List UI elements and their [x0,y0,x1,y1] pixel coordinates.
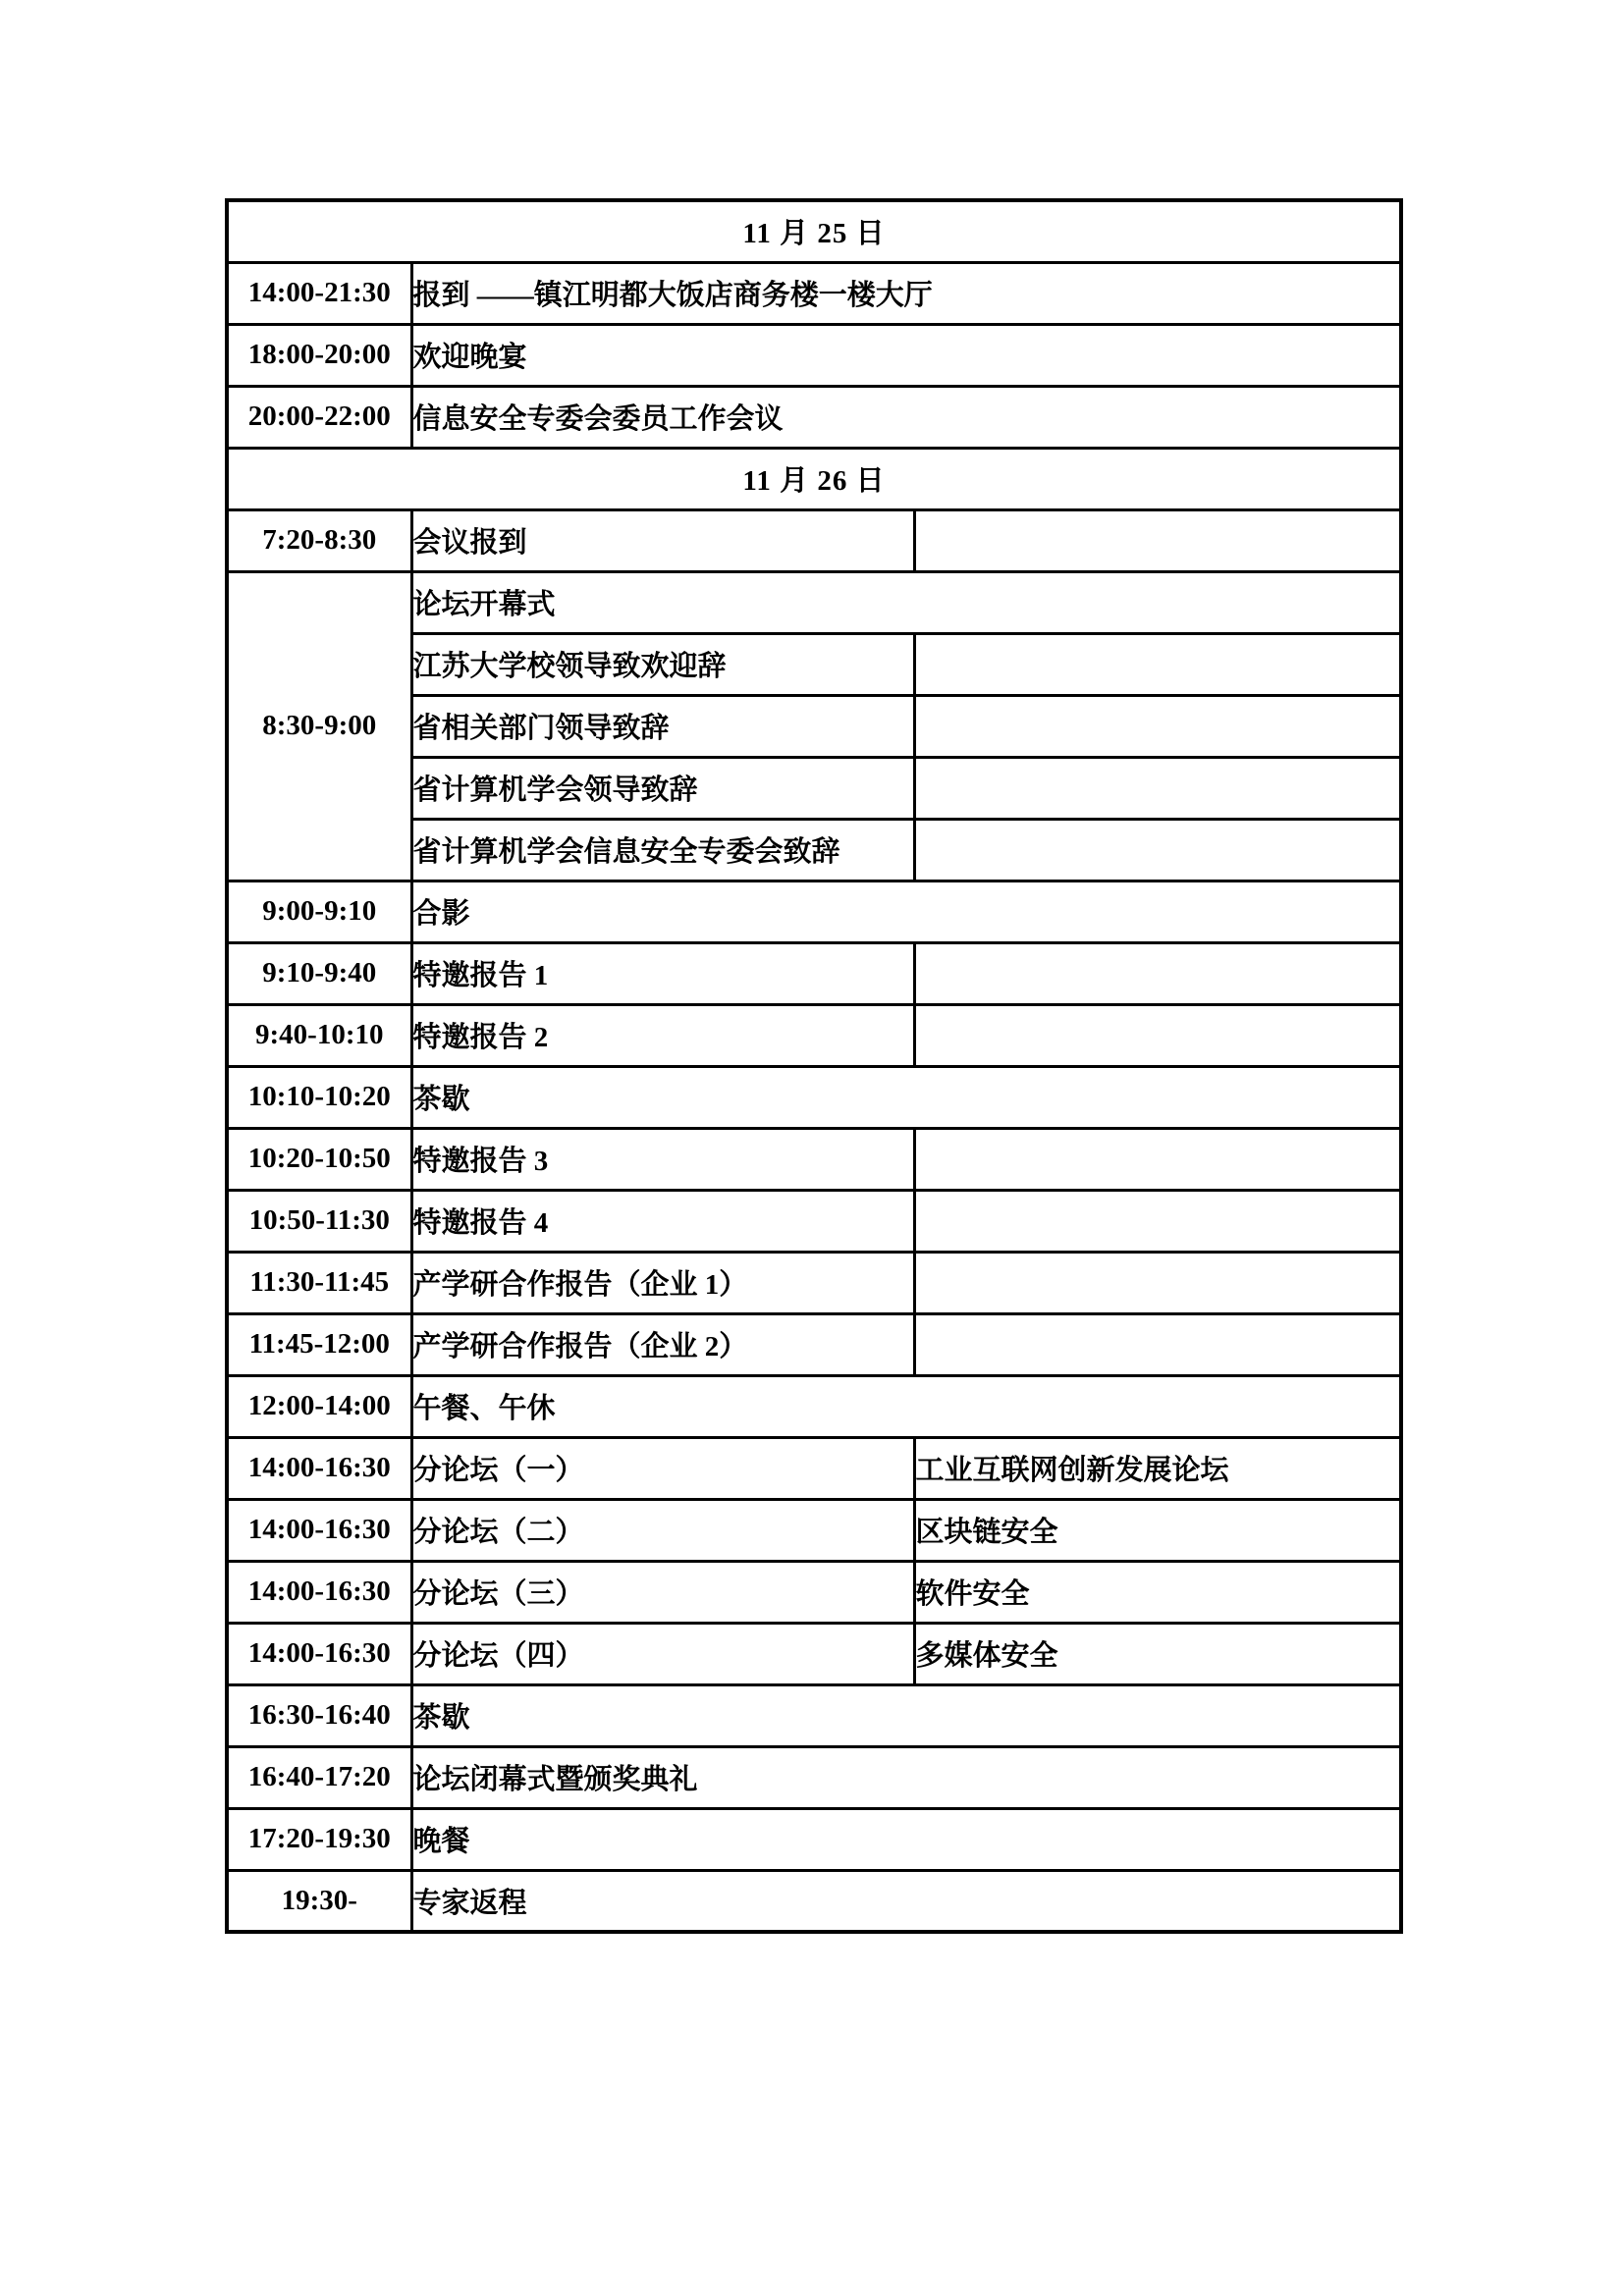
table-row [227,262,1401,324]
time-cell: 11:45-12:00 [227,1313,411,1375]
activity-cell: 茶歇 [411,1066,1401,1128]
activity-cell: 论坛开幕式 [411,571,1401,633]
table-row [227,881,1401,942]
table-row [227,509,1401,571]
activity-cell: 欢迎晚宴 [411,324,1401,386]
activity-cell: 产学研合作报告（企业 2） [411,1313,914,1375]
table-row [227,1561,1401,1623]
time-cell: 19:30- [227,1870,411,1932]
activity-cell: 省计算机学会领导致辞 [411,757,914,819]
table-row [227,448,1401,509]
time-cell: 10:20-10:50 [227,1128,411,1190]
activity-cell: 省计算机学会信息安全专委会致辞 [411,819,914,881]
conference-schedule-table [225,198,1403,1934]
time-cell: 14:00-16:30 [227,1437,411,1499]
detail-cell: 工业互联网创新发展论坛 [914,1437,1401,1499]
time-cell: 7:20-8:30 [227,509,411,571]
activity-cell: 信息安全专委会委员工作会议 [411,386,1401,448]
time-cell: 14:00-16:30 [227,1623,411,1684]
table-row [227,1128,1401,1190]
detail-cell [914,1252,1401,1313]
activity-cell: 论坛闭幕式暨颁奖典礼 [411,1746,1401,1808]
detail-cell [914,509,1401,571]
table-row [227,1252,1401,1313]
activity-cell: 特邀报告 1 [411,942,914,1004]
time-cell: 14:00-16:30 [227,1561,411,1623]
time-cell: 10:50-11:30 [227,1190,411,1252]
table-row [227,1746,1401,1808]
table-row [227,1808,1401,1870]
activity-cell: 分论坛（三） [411,1561,914,1623]
table-row [227,1004,1401,1066]
detail-cell [914,757,1401,819]
time-cell: 8:30-9:00 [227,571,411,881]
time-cell: 17:20-19:30 [227,1808,411,1870]
activity-cell: 报到 ——镇江明都大饭店商务楼一楼大厅 [411,262,1401,324]
time-cell: 16:30-16:40 [227,1684,411,1746]
day-header-cell: 11 月 26 日 [227,448,1401,509]
detail-cell [914,1128,1401,1190]
time-cell: 9:40-10:10 [227,1004,411,1066]
table-row [227,942,1401,1004]
time-cell: 10:10-10:20 [227,1066,411,1128]
table-row [227,1313,1401,1375]
time-cell: 9:00-9:10 [227,881,411,942]
time-cell: 11:30-11:45 [227,1252,411,1313]
detail-cell [914,942,1401,1004]
activity-cell: 午餐、午休 [411,1375,1401,1437]
detail-cell [914,819,1401,881]
time-cell: 20:00-22:00 [227,386,411,448]
activity-cell: 省相关部门领导致辞 [411,695,914,757]
schedule-table-body [227,200,1401,1932]
detail-cell [914,1004,1401,1066]
table-row [227,1870,1401,1932]
detail-cell: 区块链安全 [914,1499,1401,1561]
table-row [227,1437,1401,1499]
detail-cell [914,1190,1401,1252]
time-cell: 14:00-16:30 [227,1499,411,1561]
activity-cell: 晚餐 [411,1808,1401,1870]
day-header-cell: 11 月 25 日 [227,200,1401,262]
table-row [227,1499,1401,1561]
table-row [227,200,1401,262]
activity-cell: 特邀报告 4 [411,1190,914,1252]
detail-cell [914,1313,1401,1375]
activity-cell: 分论坛（四） [411,1623,914,1684]
activity-cell: 特邀报告 3 [411,1128,914,1190]
table-row [227,1375,1401,1437]
time-cell: 18:00-20:00 [227,324,411,386]
table-row [227,1066,1401,1128]
activity-cell: 产学研合作报告（企业 1） [411,1252,914,1313]
detail-cell: 软件安全 [914,1561,1401,1623]
table-row [227,324,1401,386]
detail-cell: 多媒体安全 [914,1623,1401,1684]
time-cell: 14:00-21:30 [227,262,411,324]
activity-cell: 茶歇 [411,1684,1401,1746]
table-row [227,571,1401,633]
activity-cell: 江苏大学校领导致欢迎辞 [411,633,914,695]
activity-cell: 特邀报告 2 [411,1004,914,1066]
time-cell: 9:10-9:40 [227,942,411,1004]
activity-cell: 专家返程 [411,1870,1401,1932]
table-row [227,386,1401,448]
detail-cell [914,695,1401,757]
activity-cell: 分论坛（二） [411,1499,914,1561]
activity-cell: 分论坛（一） [411,1437,914,1499]
table-row [227,1623,1401,1684]
table-row [227,1684,1401,1746]
detail-cell [914,633,1401,695]
time-cell: 12:00-14:00 [227,1375,411,1437]
activity-cell: 合影 [411,881,1401,942]
activity-cell: 会议报到 [411,509,914,571]
time-cell: 16:40-17:20 [227,1746,411,1808]
table-row [227,1190,1401,1252]
